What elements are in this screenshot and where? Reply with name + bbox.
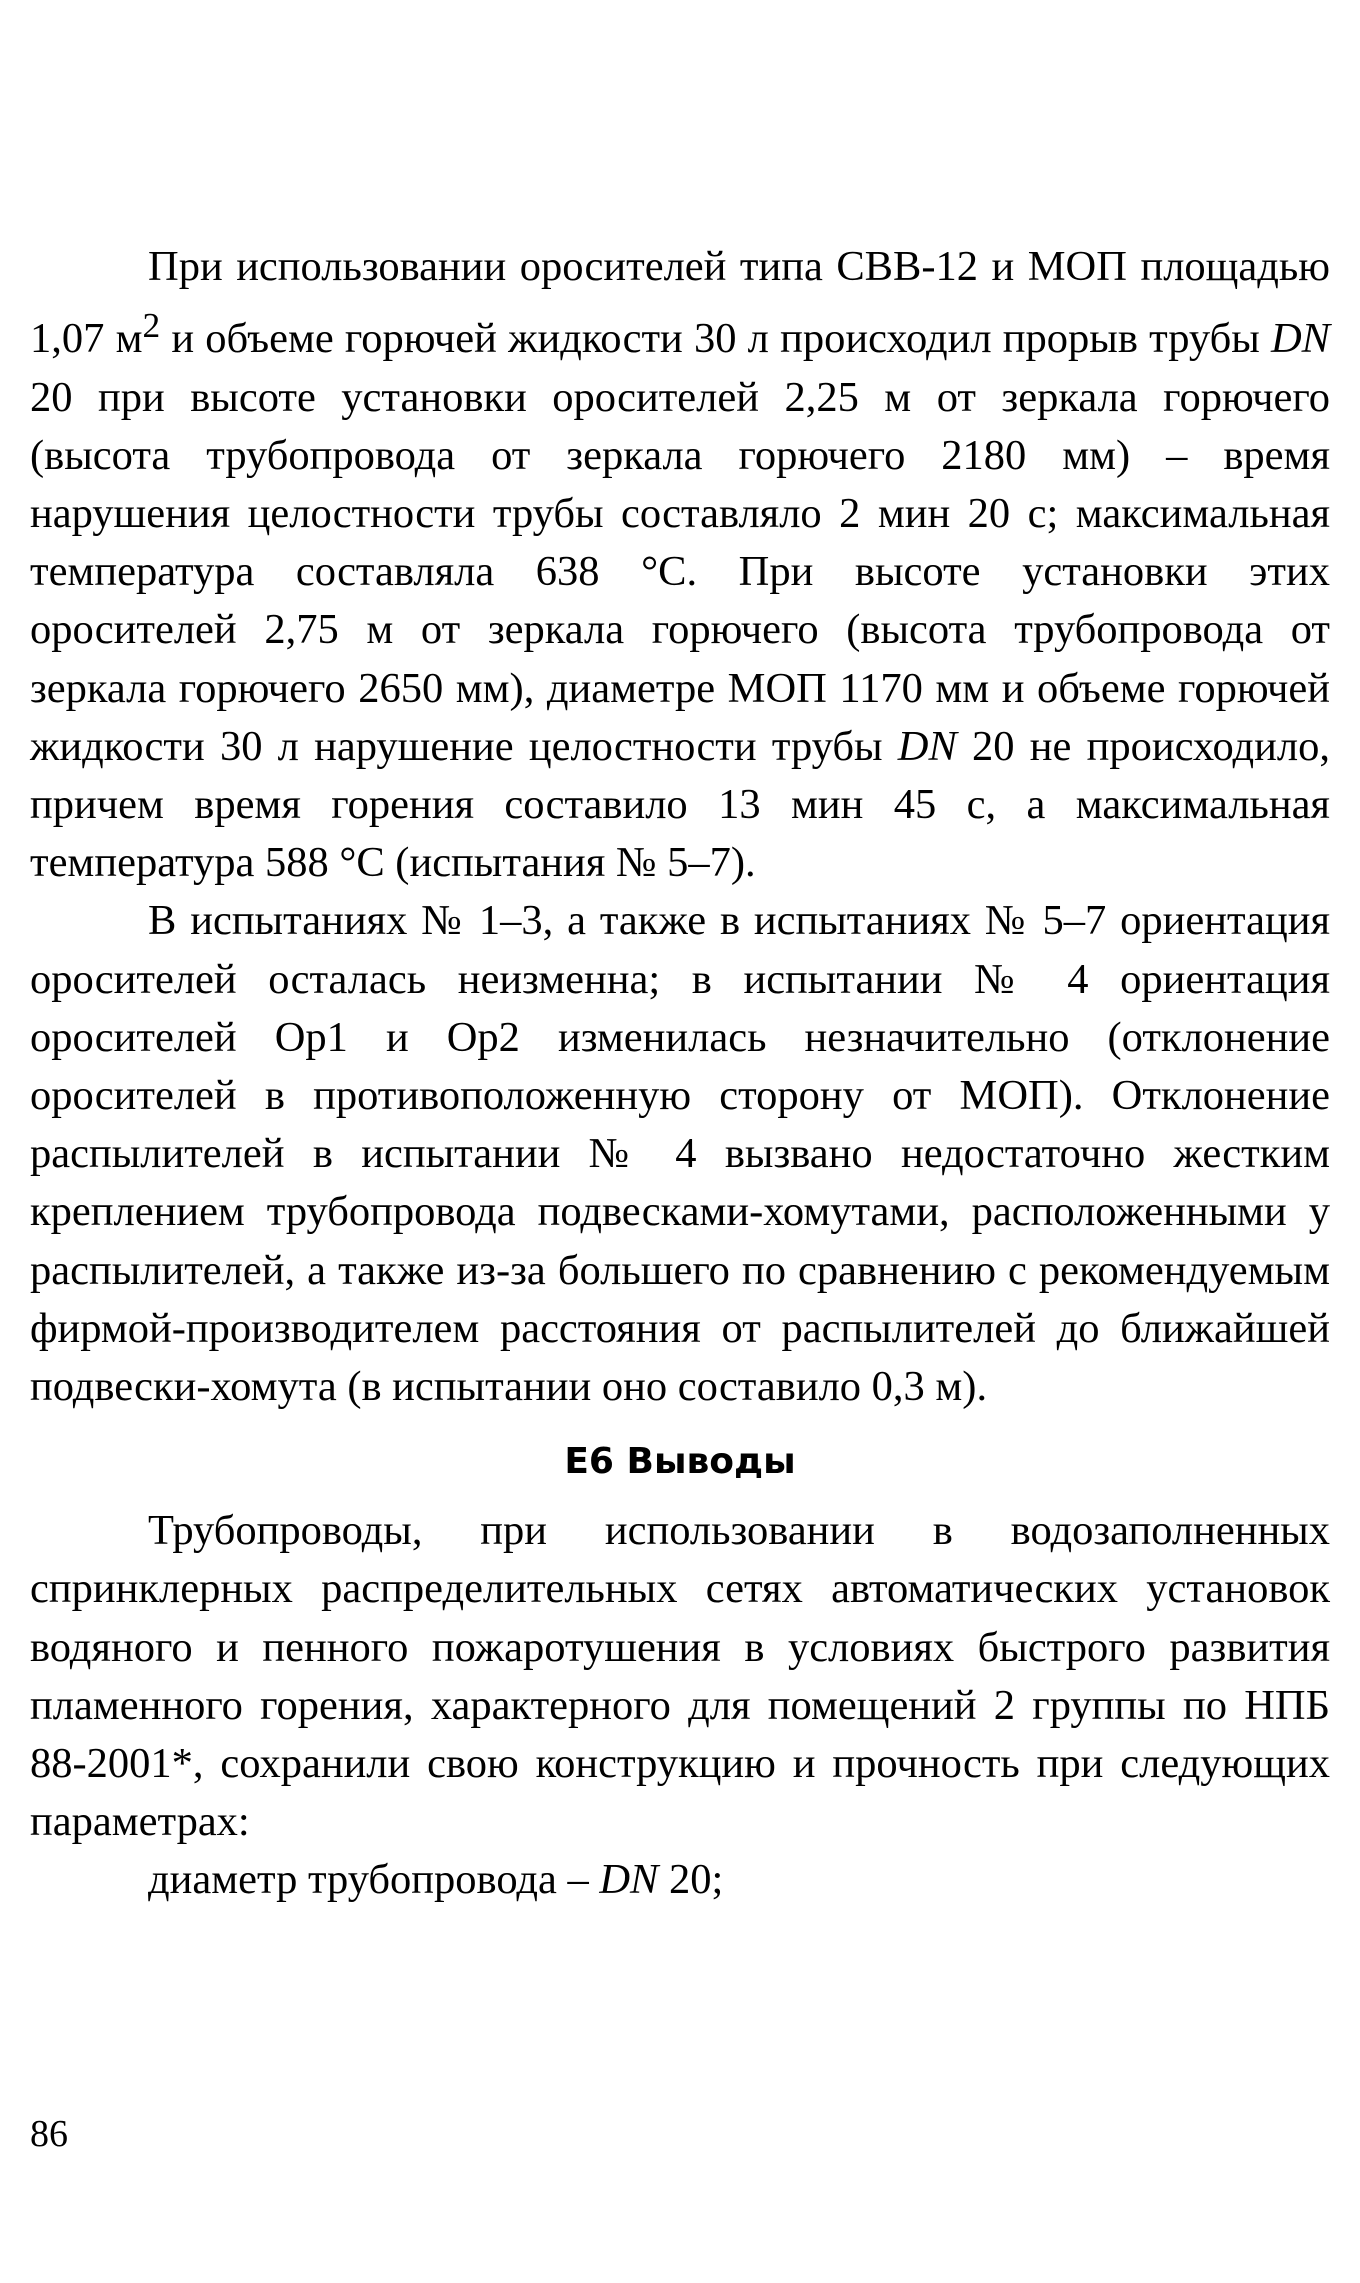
text-run: При использовании оросителей типа СВВ-12 и МОП площадью 1,07 м [30,243,1330,363]
dn-label: DN [599,1856,659,1904]
list-item [30,1851,1330,1909]
dn-label: DN [1270,315,1330,363]
paragraph-orientation: В испытаниях № 1–3, а также в испытаниях № 5–7 ориентация оросителей осталась неизменна; в испытании № 4 ориентация оросителей Ор1 и Ор2 изменилась незначительно (отклонение оросителей в противоположенную сторону от МОП). Отклонение распылителей в испытании № 4 вызвано недостаточно жестким креплением трубопровода подвесками-хомутами, расположенными у распылителей, а также из-за большего по сравнению с рекомендуемым фирмой-производителем расстояния от распылителей до ближайшей подвески-хомута (в испытании оно составило 0,3 м). [30,897,1330,1411]
item-text: диаметр трубопровода – [148,1856,600,1904]
section-heading: Е6 Выводы [564,1441,796,1483]
paragraph-test-results [30,238,1330,892]
text-run: 20 при высоте установки оросителей 2,25 м от зеркала горючего (высота трубопровода от зеркала горючего 2180 мм) – время нарушения целостности трубы составляло 2 мин 20 с; максимальная температура составляла 638 °С. При высоте установки этих оросителей 2,75 м от зеркала горючего (высота трубопровода от зеркала горючего 2650 мм), диаметре МОП 1170 мм и объеме горючей жидкости 30 л нарушение целостности трубы [30,373,1330,770]
text-run: 20 не происходило, причем время горения составило 13 мин 45 с, а максимальная температура 588 °С (испытания № 5–7). [30,722,1330,887]
dn-label: DN [897,722,957,770]
page-number: 86 [30,2113,68,2155]
superscript: 2 [142,305,161,346]
page-content [30,238,1330,1910]
item-text: 20; [658,1856,724,1904]
paragraph-conclusion: Трубопроводы, при использовании в водозаполненных спринклерных распределительных сетях автоматических установок водяного и пенного пожаротушения в условиях быстрого развития пламенного горения, характерного для помещений 2 группы по НПБ 88-2001*, сохранили свою конструкцию и прочность при следующих параметрах: [30,1507,1330,1846]
text-run: и объеме горючей жидкости 30 л происходил прорыв трубы [160,315,1271,363]
